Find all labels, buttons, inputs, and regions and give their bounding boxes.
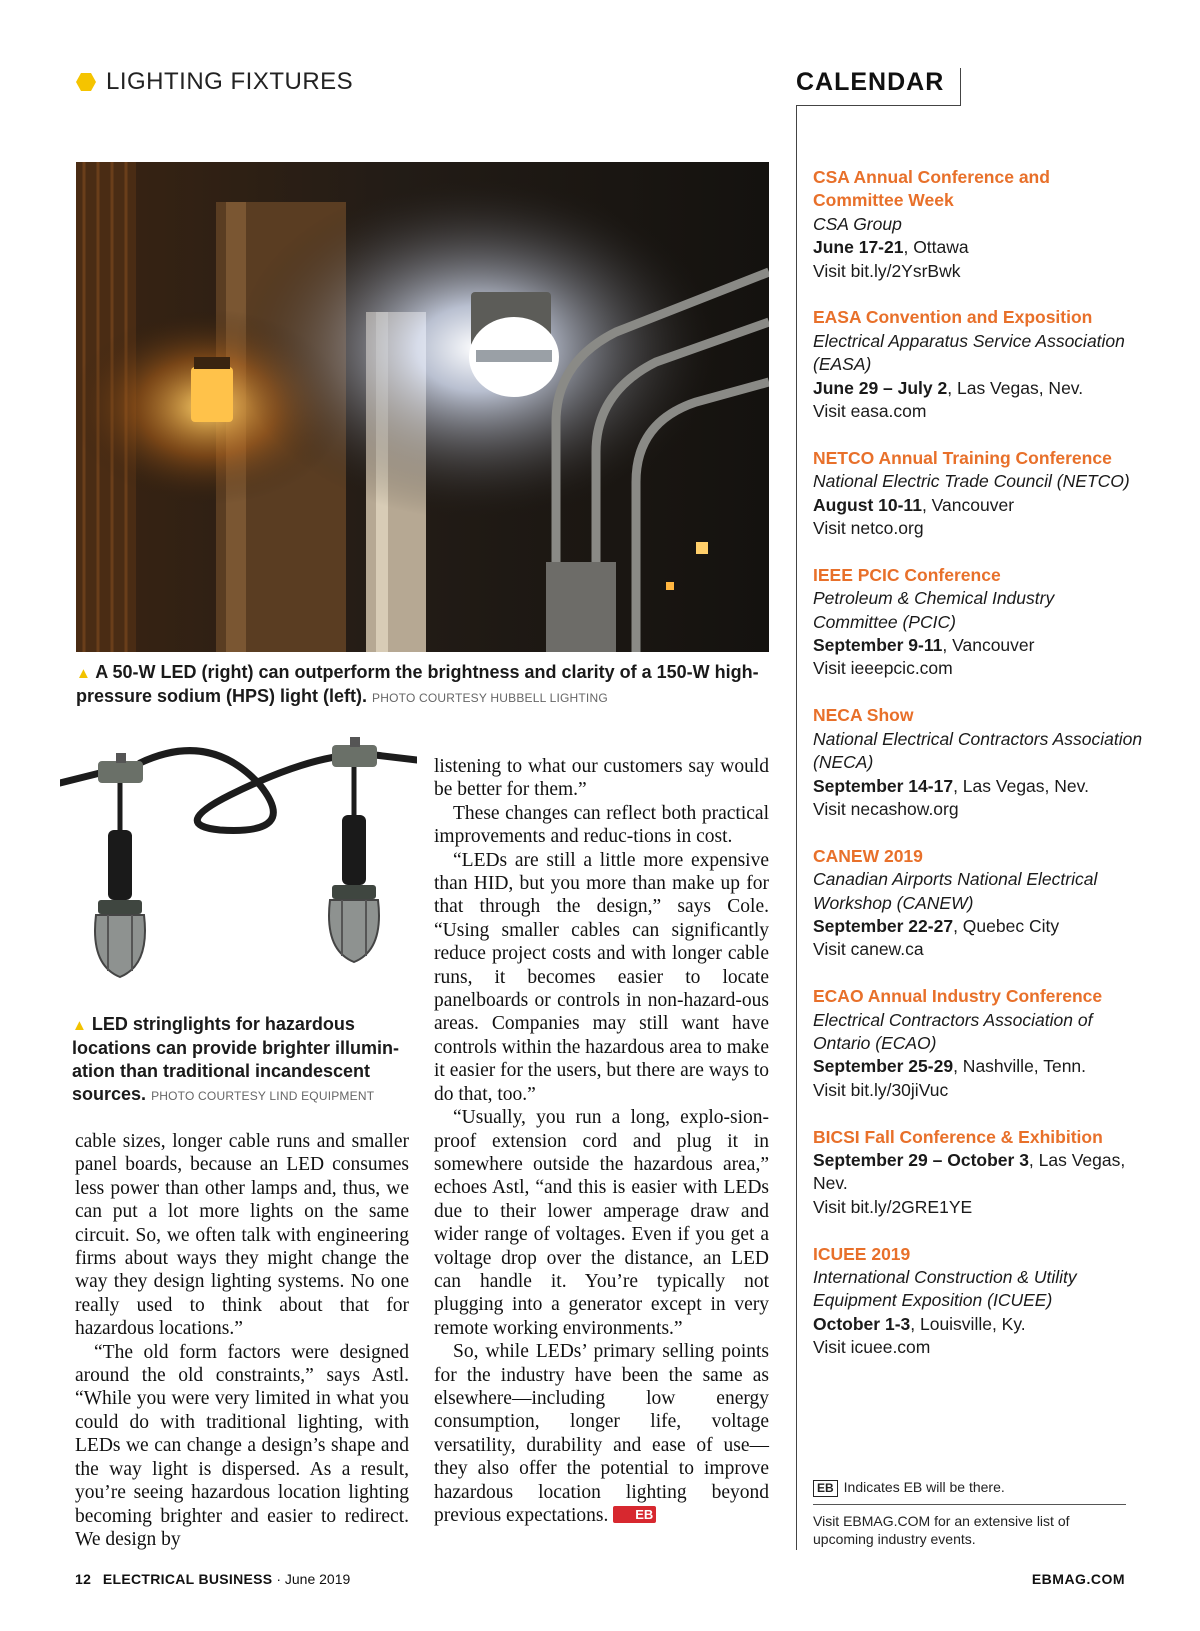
event-link[interactable]: Visit icuee.com	[813, 1337, 931, 1358]
event-title[interactable]: NETCO Annual Training Conference	[813, 447, 1112, 468]
event-date-location	[813, 915, 1143, 938]
paragraph: “Usually, you run a long, explo-sion-proof extension cord and plug it in somewhere outside the hazardous area,” echoes Astl, “and this is easier with LEDs due to their lower amperage draw and wider range of voltages. Even if you get a voltage drop over the distance, an LED can handle it. You’re typically not plugging into a generator except in very remote working environments.”	[434, 1107, 769, 1339]
calendar-divider	[796, 105, 961, 106]
event-link[interactable]: Visit bit.ly/2YsrBwk	[813, 260, 961, 281]
event-location: , Vancouver	[921, 494, 1015, 515]
event-organizer: National Electrical Contractors Association (NECA)	[813, 728, 1143, 773]
event-title[interactable]: ECAO Annual Industry Conference	[813, 986, 1103, 1007]
event-organizer: Petroleum & Chemical Industry Committee (PCIC)	[813, 588, 1055, 632]
event-location: , Nashville, Tenn.	[953, 1056, 1087, 1077]
event-title[interactable]: CANEW 2019	[813, 845, 923, 866]
paragraph: cable sizes, longer cable runs and smaller panel boards, because an LED consumes less power than other lamps and, thus, we can put a lot more lights on the same circuit. So, we often talk with engineering firms about ways they might change the way they design lighting systems. No one really used to think about that for hazardous locations.”	[75, 1131, 409, 1340]
end-mark-logo: EB	[613, 1506, 656, 1523]
calendar-event	[813, 166, 1143, 283]
event-title[interactable]: EASA Convention and Exposition	[813, 307, 1093, 328]
calendar-event	[813, 704, 1143, 821]
section-label: LIGHTING FIXTURES	[106, 68, 354, 95]
event-link[interactable]: Visit bit.ly/30jiVuc	[813, 1079, 949, 1100]
event-link[interactable]: Visit bit.ly/2GRE1YE	[813, 1196, 973, 1217]
calendar-divider	[960, 68, 961, 106]
event-organizer: Electrical Contractors Association of Ontario (ECAO)	[813, 1009, 1093, 1053]
event-date-location	[813, 634, 1143, 657]
event-organizer: International Construction & Utility Equipment Exposition (ICUEE)	[813, 1266, 1077, 1311]
paragraph: “LEDs are still a little more expensive than HID, but you more than make up for that through the design,” says Cole. “Using smaller cables can significantly reduce project costs and with longer cable runs, it becomes easier to locate panelboards or controls in non-hazard-ous areas. Companies may still want have controls within the hazardous area to make it easier for the users, but there are ways to do that, too.”	[434, 849, 769, 1105]
calendar-title: CALENDAR	[796, 68, 945, 96]
photo-caption	[72, 1013, 417, 1108]
event-location: , Las Vegas, Nev.	[813, 1149, 1126, 1194]
event-link[interactable]: Visit canew.ca	[813, 939, 924, 960]
event-date: September 22-27	[813, 915, 954, 936]
publication-name: ELECTRICAL BUSINESS	[102, 1571, 273, 1587]
stringlights-photo	[60, 735, 417, 1000]
paragraph-text: So, while LEDs’ primary selling points for the industry have been the same as elsewhere—including low energy consumption, longer life, voltage versatility, durability and ease of use—they also offer the potential to improve hazardous location lighting beyond previous expectations.	[434, 1341, 769, 1526]
calendar-divider	[796, 105, 797, 1550]
calendar-footer-note: Visit EBMAG.COM for an extensive list of upcoming industry events.	[813, 1513, 1070, 1547]
event-date: August 10-11	[813, 494, 922, 515]
event-date-location	[813, 236, 1143, 259]
paragraph: These changes can reflect both practical improvements and reduc-tions in cost.	[434, 802, 769, 848]
calendar-legend	[813, 1478, 1123, 1497]
eb-badge-icon: EB	[813, 1480, 838, 1497]
event-organizer: National Electric Trade Council (NETCO)	[813, 471, 1130, 492]
caption-text: LED stringlights for hazardous locations can provide brighter illumin-ation than traditional incandescent sources.	[72, 1014, 400, 1104]
issue-date: · June 2019	[272, 1571, 351, 1587]
calendar-event	[813, 845, 1143, 962]
event-link[interactable]: Visit ieeepcic.com	[813, 658, 953, 679]
hexagon-icon	[76, 72, 96, 92]
event-date: September 25-29	[813, 1056, 954, 1077]
event-location: , Las Vegas, Nev.	[947, 377, 1084, 398]
event-location: , Las Vegas, Nev.	[953, 775, 1089, 796]
triangle-icon: ▲	[76, 665, 91, 682]
legend-text: Indicates EB will be there.	[843, 1479, 1005, 1495]
event-date-location	[813, 1055, 1143, 1078]
event-link[interactable]: Visit necashow.org	[813, 798, 959, 819]
event-link[interactable]: Visit netco.org	[813, 518, 924, 539]
photo-credit: PHOTO COURTESY HUBBELL LIGHTING	[372, 691, 608, 705]
calendar-event	[813, 306, 1143, 423]
event-date-location	[813, 1313, 1143, 1336]
event-date: October 1-3	[813, 1313, 911, 1334]
page-footer	[75, 1571, 350, 1587]
paragraph: listening to what our customers say would be better for them.”	[434, 756, 769, 801]
event-date-location	[813, 775, 1143, 798]
event-organizer: Canadian Airports National Electrical Workshop (CANEW)	[813, 869, 1098, 913]
paragraph	[434, 1340, 769, 1527]
calendar-event	[813, 564, 1143, 681]
event-date-location	[813, 377, 1143, 400]
event-date: June 17-21	[813, 237, 904, 258]
triangle-icon: ▲	[72, 1017, 87, 1034]
calendar-event-list	[813, 166, 1143, 1383]
event-title[interactable]: BICSI Fall Conference & Exhibition	[813, 1126, 1103, 1147]
event-date: June 29 – July 2	[813, 377, 948, 398]
article-column-right	[434, 755, 769, 1527]
event-location: , Quebec City	[953, 915, 1060, 936]
event-location: , Ottawa	[903, 237, 969, 258]
site-url[interactable]: EBMAG.COM	[1031, 1571, 1125, 1587]
article-column-left	[75, 1130, 409, 1551]
photo-caption	[76, 661, 776, 710]
calendar-event	[813, 1126, 1143, 1220]
event-date-location	[813, 494, 1143, 517]
event-title[interactable]: IEEE PCIC Conference	[813, 564, 1001, 585]
event-location: , Louisville, Ky.	[910, 1313, 1026, 1334]
calendar-event	[813, 985, 1143, 1102]
event-organizer: Electrical Apparatus Service Association (EASA)	[813, 330, 1125, 375]
calendar-event	[813, 447, 1143, 541]
event-date-location	[813, 1149, 1143, 1196]
section-header	[76, 68, 353, 96]
caption-text: A 50-W LED (right) can outperform the brightness and clarity of a 150-W high-pressure sodium (HPS) light (left).	[76, 662, 759, 706]
event-date: September 29 – October 3	[813, 1149, 1029, 1170]
calendar-event	[813, 1243, 1143, 1360]
event-organizer: CSA Group	[813, 213, 902, 234]
event-title[interactable]: NECA Show	[813, 705, 914, 726]
led-hps-comparison-photo	[76, 162, 769, 652]
photo-credit: PHOTO COURTESY LIND EQUIPMENT	[151, 1089, 375, 1103]
event-date: September 9-11	[813, 635, 943, 656]
event-location: , Vancouver	[942, 635, 1035, 656]
event-title[interactable]: ICUEE 2019	[813, 1243, 911, 1264]
paragraph: “The old form factors were designed around the old constraints,” says Astl. “While you were very limited in what you could do with traditional lighting, with LEDs we can change a design’s shape and the way light is dispersed. As a result, you’re seeing hazardous location lighting becoming brighter and easier to redirect. We design by	[75, 1341, 409, 1550]
event-date: September 14-17	[813, 775, 954, 796]
page-number: 12	[75, 1571, 92, 1587]
event-link[interactable]: Visit easa.com	[813, 401, 927, 422]
divider	[813, 1504, 1126, 1505]
event-title[interactable]: CSA Annual Conference and Committee Week	[813, 167, 1050, 211]
